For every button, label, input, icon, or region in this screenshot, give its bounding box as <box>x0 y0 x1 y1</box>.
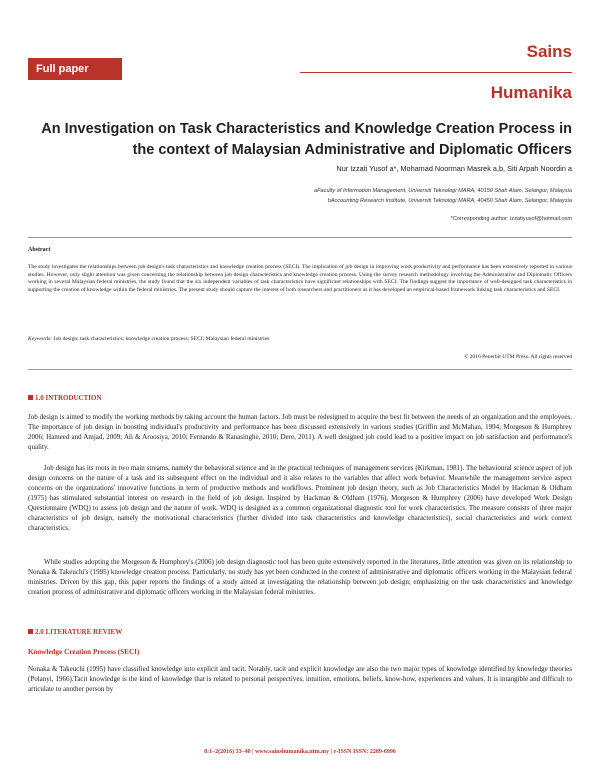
brand-divider <box>300 72 572 73</box>
intro-paragraph-3: While studies adopting the Morgeson & Humphrey's (2006) job design diagnostic tool has been quite extensively reported in the literatures, little attention was given on its relationship to Nonaka & Takeuchi's (1995) knowledge creation process. Particularly, no study has yet been conducted in the context of administrative and diplomatic officers working in the Malaysian federal ministries. Driven by this gap, this paper reports the findings of a study aimed at investigating the relationship between job design; emphasizing on the task characteristics and knowledge creation process of administrative and diplomatic officers working in the Malaysian federal ministries. <box>28 558 572 596</box>
author-list: Nur Izzati Yusof a*, Mohamad Noorman Masrek a,b, Siti Arpah Noordin a <box>336 164 572 173</box>
abstract-bottom-rule <box>28 369 572 370</box>
page-footer: 8:1–2(2016) 33–40 | www.sainshumanika.utm.my | e-ISSN ISSN: 2289-6996 <box>204 749 396 755</box>
abstract-heading: Abstract <box>28 247 51 253</box>
section-marker-icon <box>28 395 33 400</box>
affiliation-a: aFaculty of Information Management, Universiti Teknologi MARA, 40150 Shah Alam, Selangor, Malaysia <box>314 188 572 194</box>
keywords-list: Job design; task characteristics; knowledge creation process; SECI; Malaysian federal ministries <box>52 336 270 342</box>
section-heading-literature: 2.0 LITERATURE REVIEW <box>28 628 122 636</box>
abstract-body: The study investigates the relationships between job design's task characteristics and knowledge creation process (SECI). The implication of job design in improving work productivity and performance has been extensively reported in various studies. However, only slight attention was given concerning the relationship between job design characteristics and knowledge creation process. Using the survey research methodology involving the Administrative and Diplomatic Officers working in several Malaysian federal ministries, the study found that the six independent variables of task characteristics have significant relationships with SECI. The findings suggest the importance of well-designed task characteristics in supporting the creation of knowledge within the federal ministries. The present study should capture the interest of both researchers and practitioners as it has developed an empirical-based framework linking task characteristics and SECI. <box>28 264 572 294</box>
affiliation-b: bAccounting Research Institute, Universiti Teknologi MARA, 40450 Shah Alam, Selangor, Malaysia <box>327 198 572 204</box>
journal-name-humanika: Humanika <box>490 83 572 102</box>
full-paper-badge: Full paper <box>28 58 122 80</box>
corresponding-author: *Corresponding author: izzatiyusof@hotmail.com <box>450 216 572 222</box>
copyright-notice: © 2016 Penerbit UTM Press. All rights reserved <box>463 354 572 360</box>
section-marker-icon <box>28 629 33 634</box>
keywords-label: Keywords: <box>28 336 53 342</box>
abstract-top-rule <box>28 237 572 238</box>
journal-name-sains: Sains <box>526 42 572 61</box>
literature-paragraph-1: Nonaka & Takeuchi (1995) have classified knowledge into explicit and tacit. Notably, tacit and explicit knowledge are also the two major types of knowledge identified by knowledge theories (Polanyi, 1966).Tacit knowledge is the kind of knowledge that is related to personal perspectives, intuition, emotions, beliefs, know-how, experiences and values. It is intangible and difficult to articulate to another person by <box>28 665 572 693</box>
keywords <box>28 336 572 344</box>
intro-paragraph-1: Job design is aimed to modify the working methods by taking account the human factors. Job must be redesigned to acquire the best fit between the needs of an organization and the employees. The importance of job design in boosting individual's productivity and performance has been discussed extensively in various studies (Griffin and McMahan, 1994; Morgeson & Humphrey 2006; Hameed and Amjad, 2009; Ali & Aroosiya, 2010; Fernando & Ranasinghe, 2010; Dere, 2011). A well designed job could lead to a positive impact on job satisfaction and performance's quality. <box>28 413 572 451</box>
affiliations <box>314 186 572 206</box>
intro-paragraph-2: Job design has its roots in two main streams, namely the behavioral science and in the practical techniques of management services (Kirkman, 1981). The behavioural science aspect of job design concerns on the nature of a task and its subsequent effect on the individual and it also relates to the variables that affect work behavior. Meanwhile the management service aspect concerns on the organizations' innovative functions in term of productive methods and workflows. Prominent job design theory, such as Job Characteristics Model by Hackman & Oldham (1975) has stimulated substantial interest on research in the field of job design. Inspired by Hackman & Oldham (1976), Morgeson & Humphrey (2006) have developed Work Design Questionnaire (WDQ) to assess job design and the nature of work. WDQ is designed as a common organizational diagnostic tool for work characteristics. The measure consists of three major characteristics of job design, namely the motivational characteristics (further divided into task characteristics and knowledge characteristics), social characteristics and work context characteristics. <box>28 464 572 532</box>
subsection-heading-seci: Knowledge Creation Process (SECI) <box>28 648 140 656</box>
section-heading-introduction: 1.0 INTRODUCTION <box>28 394 102 402</box>
paper-title: An Investigation on Task Characteristics and Knowledge Creation Process in the context of Malaysian Administrative and Diplomatic Officers <box>41 121 572 158</box>
